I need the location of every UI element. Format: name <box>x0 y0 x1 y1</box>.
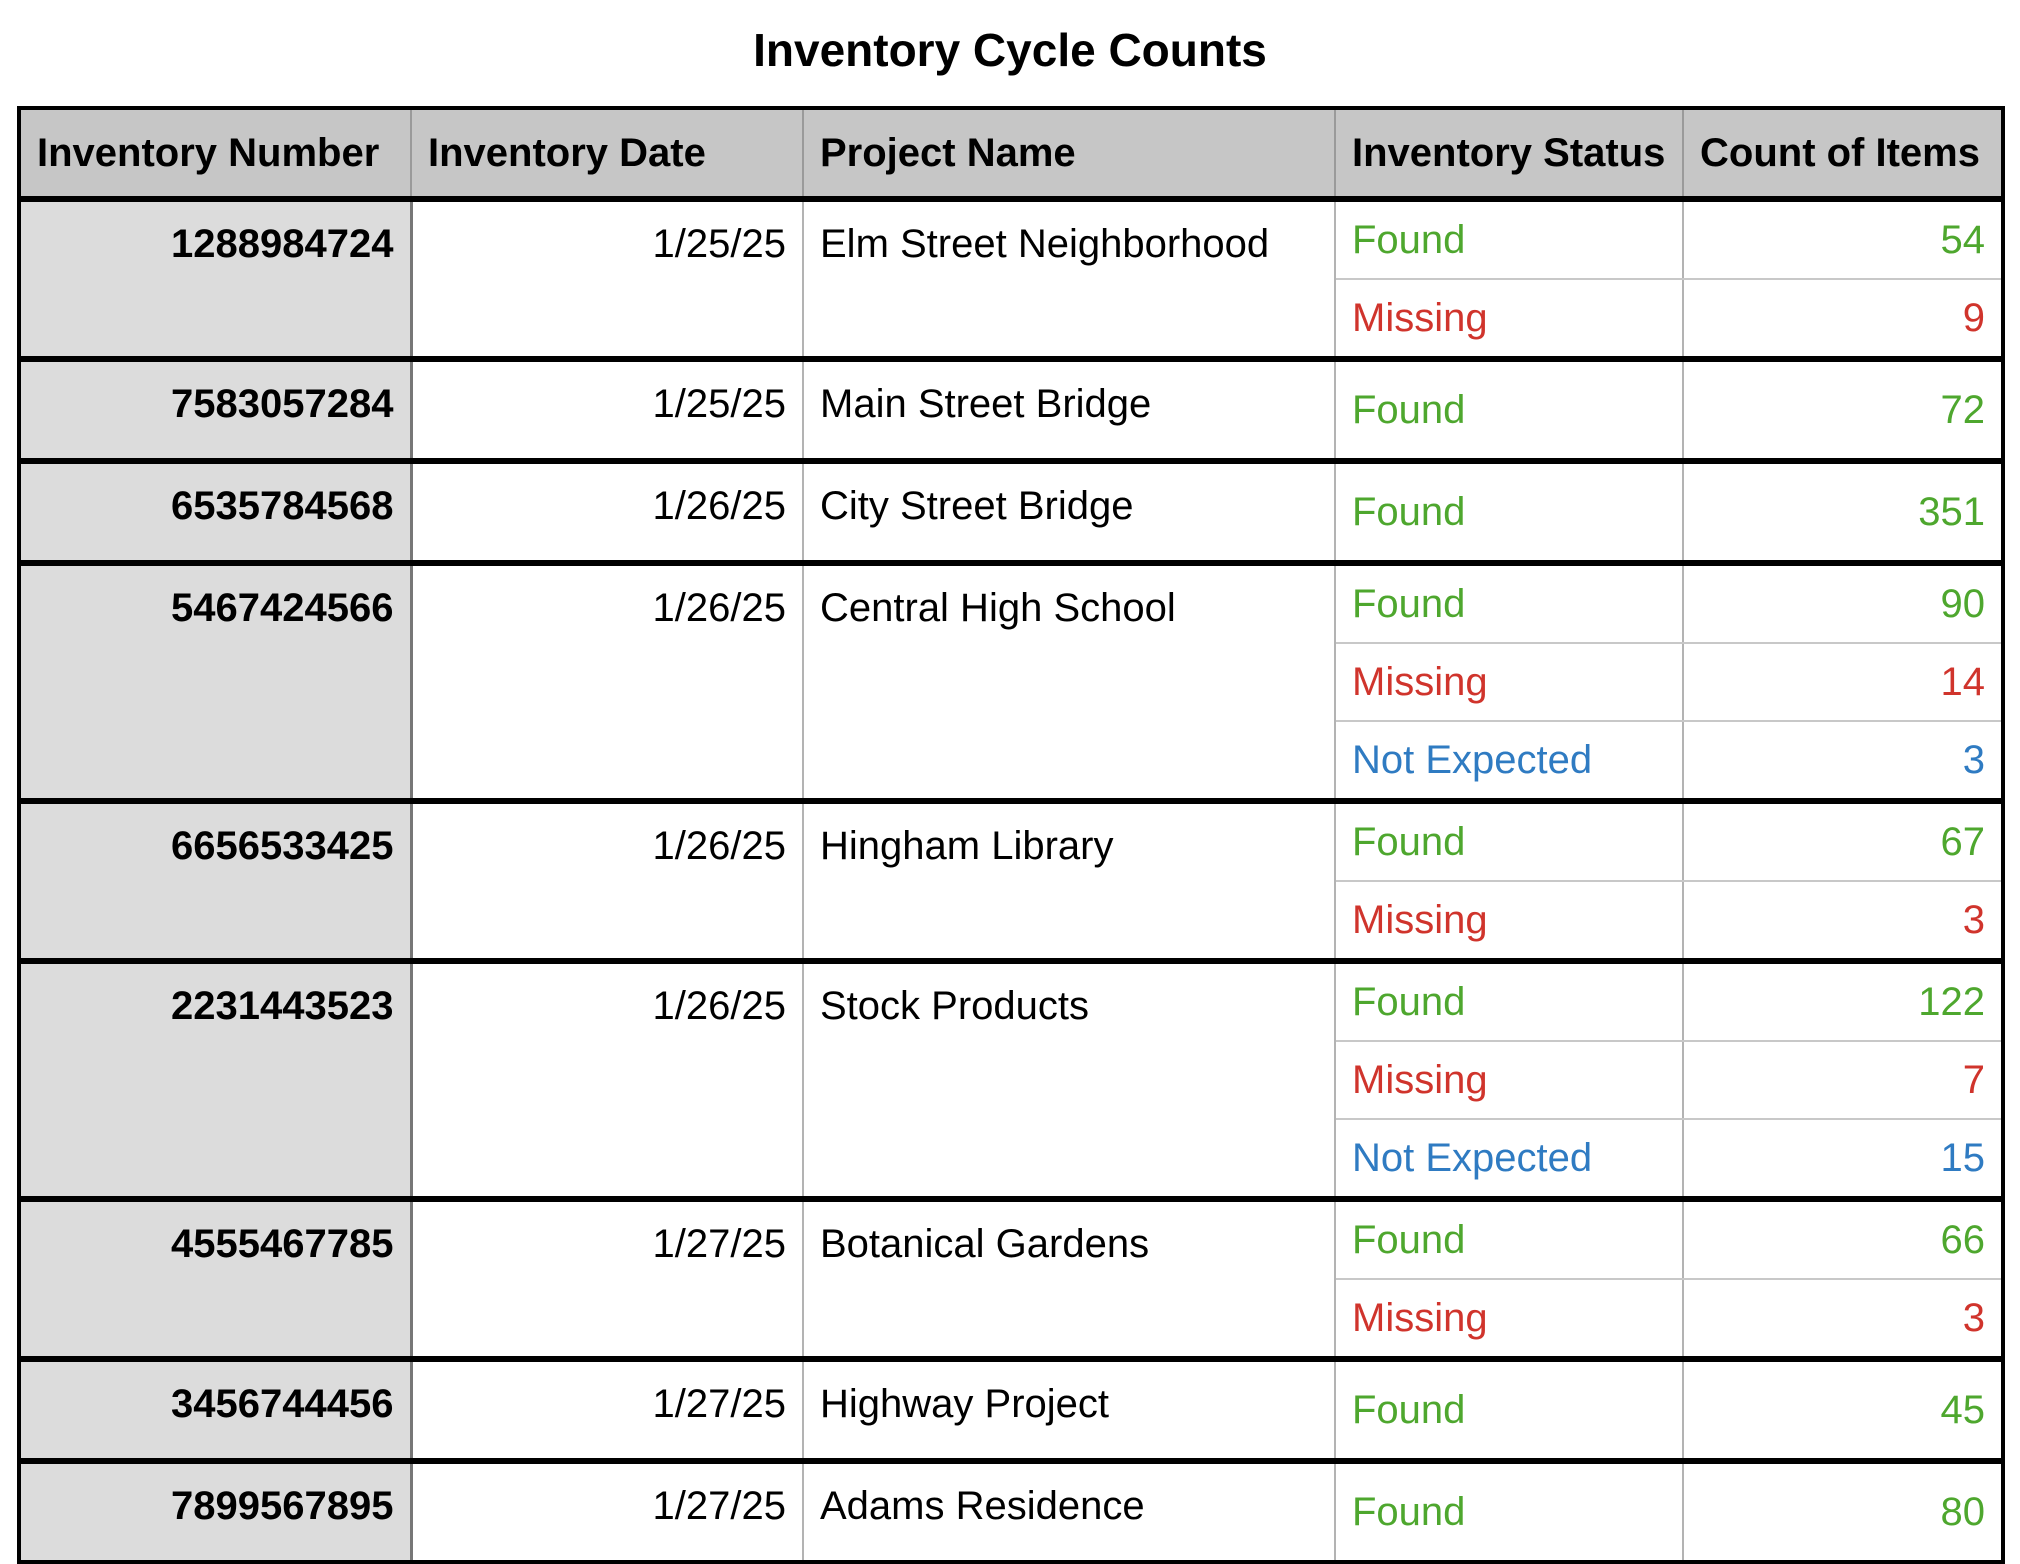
table-row <box>19 1199 2003 1279</box>
inventory-date-cell[interactable]: 1/27/25 <box>411 1359 803 1461</box>
project-name-cell[interactable]: Central High School <box>803 563 1335 801</box>
inventory-status-cell[interactable]: Missing <box>1335 1279 1683 1359</box>
header-row <box>19 108 2003 199</box>
count-of-items-cell[interactable]: 3 <box>1683 721 2003 801</box>
inventory-status-cell[interactable]: Missing <box>1335 1041 1683 1119</box>
project-name-cell[interactable]: Stock Products <box>803 961 1335 1199</box>
inventory-status-cell[interactable]: Missing <box>1335 279 1683 359</box>
count-of-items-cell[interactable]: 3 <box>1683 881 2003 961</box>
inventory-date-cell[interactable]: 1/26/25 <box>411 461 803 563</box>
page-title: Inventory Cycle Counts <box>753 24 1267 76</box>
project-name-cell[interactable]: City Street Bridge <box>803 461 1335 563</box>
count-of-items-cell[interactable]: 3 <box>1683 1279 2003 1359</box>
inventory-status-cell[interactable]: Found <box>1335 563 1683 643</box>
table-header <box>19 108 2003 199</box>
inventory-date-cell[interactable]: 1/26/25 <box>411 563 803 801</box>
inventory-number-cell[interactable]: 1288984724 <box>19 199 411 359</box>
project-name-cell[interactable]: Hingham Library <box>803 801 1335 961</box>
inventory-date-cell[interactable]: 1/27/25 <box>411 1461 803 1562</box>
column-header-inventory-status[interactable]: Inventory Status <box>1335 108 1683 199</box>
inventory-status-cell[interactable]: Found <box>1335 801 1683 881</box>
inventory-status-cell[interactable]: Not Expected <box>1335 1119 1683 1199</box>
table-body <box>19 199 2003 1562</box>
count-of-items-cell[interactable]: 15 <box>1683 1119 2003 1199</box>
inventory-date-cell[interactable]: 1/25/25 <box>411 199 803 359</box>
table-row <box>19 801 2003 881</box>
inventory-status-cell[interactable]: Found <box>1335 199 1683 279</box>
inventory-number-cell[interactable]: 6535784568 <box>19 461 411 563</box>
count-of-items-cell[interactable]: 90 <box>1683 563 2003 643</box>
table-row <box>19 1359 2003 1461</box>
inventory-number-cell[interactable]: 4555467785 <box>19 1199 411 1359</box>
count-of-items-cell[interactable]: 67 <box>1683 801 2003 881</box>
count-of-items-cell[interactable]: 7 <box>1683 1041 2003 1119</box>
count-of-items-cell[interactable]: 66 <box>1683 1199 2003 1279</box>
count-of-items-cell[interactable]: 14 <box>1683 643 2003 721</box>
inventory-date-cell[interactable]: 1/26/25 <box>411 801 803 961</box>
inventory-status-cell[interactable]: Found <box>1335 1359 1683 1461</box>
count-of-items-cell[interactable]: 351 <box>1683 461 2003 563</box>
inventory-status-cell[interactable]: Missing <box>1335 881 1683 961</box>
project-name-cell[interactable]: Botanical Gardens <box>803 1199 1335 1359</box>
inventory-number-cell[interactable]: 2231443523 <box>19 961 411 1199</box>
inventory-number-cell[interactable]: 6656533425 <box>19 801 411 961</box>
count-of-items-cell[interactable]: 45 <box>1683 1359 2003 1461</box>
count-of-items-cell[interactable]: 122 <box>1683 961 2003 1041</box>
inventory-date-cell[interactable]: 1/25/25 <box>411 359 803 461</box>
inventory-status-cell[interactable]: Not Expected <box>1335 721 1683 801</box>
column-header-inventory-date[interactable]: Inventory Date <box>411 108 803 199</box>
inventory-status-cell[interactable]: Found <box>1335 1199 1683 1279</box>
column-header-count-of-items[interactable]: Count of Items <box>1683 108 2003 199</box>
table-row <box>19 461 2003 563</box>
inventory-status-cell[interactable]: Found <box>1335 359 1683 461</box>
table-row <box>19 359 2003 461</box>
inventory-date-cell[interactable]: 1/27/25 <box>411 1199 803 1359</box>
inventory-status-cell[interactable]: Found <box>1335 1461 1683 1562</box>
table-row <box>19 1461 2003 1562</box>
inventory-status-cell[interactable]: Missing <box>1335 643 1683 721</box>
inventory-table <box>17 106 2005 1564</box>
inventory-status-cell[interactable]: Found <box>1335 961 1683 1041</box>
inventory-status-cell[interactable]: Found <box>1335 461 1683 563</box>
project-name-cell[interactable]: Adams Residence <box>803 1461 1335 1562</box>
inventory-number-cell[interactable]: 7899567895 <box>19 1461 411 1562</box>
inventory-date-cell[interactable]: 1/26/25 <box>411 961 803 1199</box>
table-row <box>19 563 2003 643</box>
count-of-items-cell[interactable]: 72 <box>1683 359 2003 461</box>
column-header-project-name[interactable]: Project Name <box>803 108 1335 199</box>
project-name-cell[interactable]: Elm Street Neighborhood <box>803 199 1335 359</box>
count-of-items-cell[interactable]: 9 <box>1683 279 2003 359</box>
table-row <box>19 199 2003 279</box>
inventory-number-cell[interactable]: 7583057284 <box>19 359 411 461</box>
project-name-cell[interactable]: Main Street Bridge <box>803 359 1335 461</box>
column-header-inventory-number[interactable]: Inventory Number <box>19 108 411 199</box>
inventory-number-cell[interactable]: 3456744456 <box>19 1359 411 1461</box>
inventory-number-cell[interactable]: 5467424566 <box>19 563 411 801</box>
table-row <box>19 961 2003 1041</box>
project-name-cell[interactable]: Highway Project <box>803 1359 1335 1461</box>
count-of-items-cell[interactable]: 80 <box>1683 1461 2003 1562</box>
count-of-items-cell[interactable]: 54 <box>1683 199 2003 279</box>
